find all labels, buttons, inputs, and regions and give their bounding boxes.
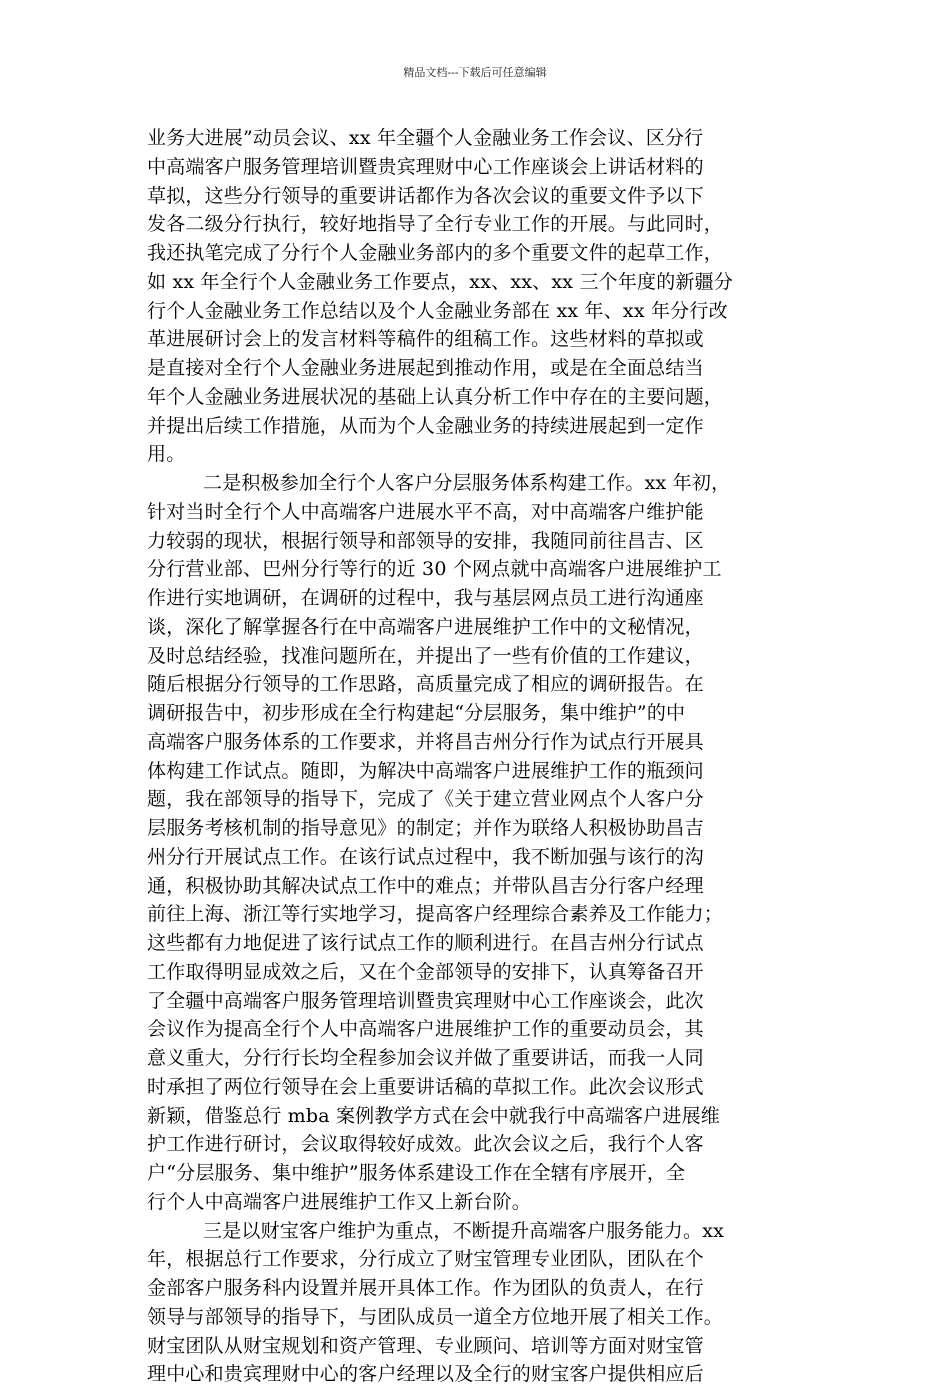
text-line: 层服务考核机制的指导意见》的制定；并作为联络人积极协助昌吉 — [147, 814, 827, 843]
text-line: 行个人金融业务工作总结以及个人金融业务部在 xx 年、xx 年分行改 — [147, 297, 827, 326]
text-line: 我还执笔完成了分行个人金融业务部内的多个重要文件的起草工作， — [147, 239, 827, 268]
text-line: 州分行开展试点工作。在该行试点过程中，我不断加强与该行的沟 — [147, 843, 827, 872]
text-line: 行个人中高端客户进展维护工作又上新台阶。 — [147, 1188, 827, 1217]
text-line: 通，积极协助其解决试点工作中的难点；并带队昌吉分行客户经理 — [147, 872, 827, 901]
text-line: 题，我在部领导的指导下，完成了《关于建立营业网点个人客户分 — [147, 785, 827, 814]
text-line: 中高端客户服务管理培训暨贵宾理财中心工作座谈会上讲话材料的 — [147, 153, 827, 182]
text-line: 作进行实地调研，在调研的过程中，我与基层网点员工进行沟通座 — [147, 584, 827, 613]
text-line: 调研报告中，初步形成在全行构建起“分层服务，集中维护”的中 — [147, 699, 827, 728]
text-line: 用。 — [147, 440, 827, 469]
document-body — [147, 124, 827, 1389]
text-line: 新颖，借鉴总行 mba 案例教学方式在会中就我行中高端客户进展维 — [147, 1102, 827, 1131]
page-header: 精品文档---下载后可任意编辑 — [0, 66, 950, 80]
text-line: 革进展研讨会上的发言材料等稿件的组稿工作。这些材料的草拟或 — [147, 325, 827, 354]
text-line: 随后根据分行领导的工作思路，高质量完成了相应的调研报告。在 — [147, 670, 827, 699]
text-line: 年个人金融业务进展状况的基础上认真分析工作中存在的主要问题， — [147, 383, 827, 412]
text-line: 财宝团队从财宝规划和资产管理、专业顾问、培训等方面对财宝管 — [147, 1332, 827, 1361]
text-line-indented: 二是积极参加全行个人客户分层服务体系构建工作。xx 年初， — [147, 469, 827, 498]
text-line: 意义重大，分行行长均全程参加会议并做了重要讲话，而我一人同 — [147, 1044, 827, 1073]
text-line: 工作取得明显成效之后，又在个金部领导的安排下，认真筹备召开 — [147, 958, 827, 987]
text-line: 体构建工作试点。随即，为解决中高端客户进展维护工作的瓶颈问 — [147, 757, 827, 786]
text-line: 户“分层服务、集中维护”服务体系建设工作在全辖有序展开，全 — [147, 1159, 827, 1188]
text-line: 草拟，这些分行领导的重要讲话都作为各次会议的重要文件予以下 — [147, 182, 827, 211]
text-line: 护工作进行研讨，会议取得较好成效。此次会议之后，我行个人客 — [147, 1130, 827, 1159]
text-line: 分行营业部、巴州分行等行的近 30 个网点就中高端客户进展维护工 — [147, 555, 827, 584]
paragraph-2 — [147, 469, 827, 1217]
text-line-indented: 三是以财宝客户维护为重点，不断提升高端客户服务能力。xx — [147, 1217, 827, 1246]
paragraph-3 — [147, 1217, 827, 1389]
text-line: 高端客户服务体系的工作要求，并将昌吉州分行作为试点行开展具 — [147, 728, 827, 757]
text-line: 如 xx 年全行个人金融业务工作要点，xx、xx、xx 三个年度的新疆分 — [147, 268, 827, 297]
text-line: 业务大进展”动员会议、xx 年全疆个人金融业务工作会议、区分行 — [147, 124, 827, 153]
text-line: 力较弱的现状，根据行领导和部领导的安排，我随同前往昌吉、区 — [147, 527, 827, 556]
text-line: 并提出后续工作措施，从而为个人金融业务的持续进展起到一定作 — [147, 412, 827, 441]
text-line: 理中心和贵宾理财中心的客户经理以及全行的财宝客户提供相应后 — [147, 1360, 827, 1389]
text-line: 前往上海、浙江等行实地学习，提高客户经理综合素养及工作能力； — [147, 900, 827, 929]
text-line: 是直接对全行个人金融业务进展起到推动作用，或是在全面总结当 — [147, 354, 827, 383]
text-line: 谈，深化了解掌握各行在中高端客户进展维护工作中的文秘情况， — [147, 613, 827, 642]
text-line: 这些都有力地促进了该行试点工作的顺利进行。在昌吉州分行试点 — [147, 929, 827, 958]
text-line: 时承担了两位行领导在会上重要讲话稿的草拟工作。此次会议形式 — [147, 1073, 827, 1102]
text-line: 针对当时全行个人中高端客户进展水平不高，对中高端客户维护能 — [147, 498, 827, 527]
paragraph-1 — [147, 124, 827, 469]
text-line: 了全疆中高端客户服务管理培训暨贵宾理财中心工作座谈会，此次 — [147, 987, 827, 1016]
text-line: 年，根据总行工作要求，分行成立了财宝管理专业团队，团队在个 — [147, 1245, 827, 1274]
text-line: 金部客户服务科内设置并展开具体工作。作为团队的负责人，在行 — [147, 1274, 827, 1303]
text-line: 及时总结经验，找准问题所在，并提出了一些有价值的工作建议， — [147, 642, 827, 671]
text-line: 发各二级分行执行，较好地指导了全行专业工作的开展。与此同时， — [147, 210, 827, 239]
text-line: 会议作为提高全行个人中高端客户进展维护工作的重要动员会，其 — [147, 1015, 827, 1044]
text-line: 领导与部领导的指导下，与团队成员一道全方位地开展了相关工作。 — [147, 1303, 827, 1332]
